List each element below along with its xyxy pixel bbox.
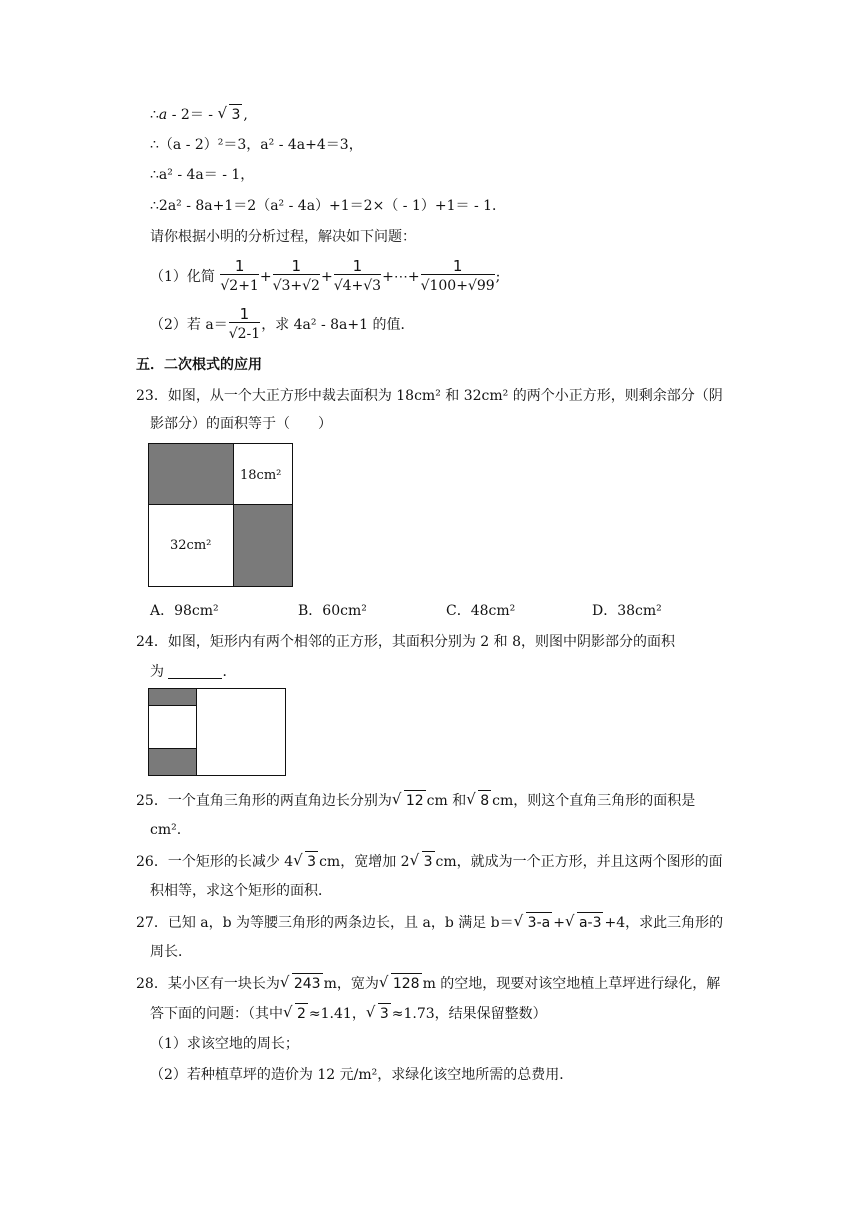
q28-sub-1: （1）求该空地的周长； (150, 1036, 299, 1052)
q24-wei: 为 (150, 664, 164, 680)
q27-line-1 (136, 912, 723, 933)
q26-text-b: cm，宽增加 2 (319, 854, 410, 870)
q23-option-b: B．60cm² (298, 603, 367, 619)
q26-line-1 (136, 851, 723, 872)
q28-line-2 (150, 1003, 547, 1024)
instruction-line: 请你根据小明的分析过程，解决如下问题： (150, 229, 416, 245)
q28-sub-2: （2）若种植草坪的造价为 12 元/m²，求绿化该空地所需的总费用． (150, 1067, 574, 1083)
q1-label: （1）化简 (150, 269, 215, 285)
squares-diagram (148, 443, 294, 589)
answer-blank (168, 664, 222, 679)
q24-figure (148, 688, 288, 778)
q26-line-2: 积相等，求这个矩形的面积． (150, 883, 332, 899)
fraction-term-3: $\frac{1}{√4+√3}$ (333, 257, 382, 294)
fraction-term-last: $\frac{1}{√100+√99}$ (420, 257, 495, 294)
q23-option-d: D．38cm² (592, 603, 662, 619)
q24-period: ． (222, 664, 237, 680)
q26-text-c: cm，就成为一个正方形，并且这两个图形的面 (435, 854, 723, 870)
therefore-symbol: ∴ (150, 107, 159, 123)
sqrt-3: √ 3 (217, 104, 242, 125)
q27-text-b: +4，求此三角形的 (604, 915, 724, 931)
variable-a: a (158, 107, 168, 123)
ellipsis: +⋯+ (382, 269, 420, 285)
sqrt-3-minus-a: √ 3-a (514, 912, 553, 933)
q25-unit: cm 和 (426, 793, 467, 809)
q23-line-2: 影部分）的面积等于（ ） (150, 416, 332, 432)
sqrt-2: √ 2 (283, 1003, 308, 1024)
q24-line-2 (150, 662, 236, 682)
q26-text-a: 26．一个矩形的长减少 4 (136, 854, 294, 870)
derivation-line-4: ∴2a² - 8a+1＝2（a² - 4a）+1＝2×（ - 1）+1＝ - 1． (150, 198, 507, 214)
shaded-bottom (149, 749, 197, 776)
q28-text-a: 28．某小区有一块长为 (136, 976, 280, 992)
question-1-simplify: （1）化简 $\frac{1}{√2+1}$ + $\frac{1}{√3+√2}$ + $\frac{1}{√4+√3}$ +⋯+ $\frac{1}{√100+√99}$ ; (150, 257, 501, 294)
label-18cm2: 18cm² (240, 468, 282, 483)
q23-option-a: A．98cm² (150, 603, 219, 619)
derivation-line-3: ∴a² - 4a＝ - 1， (150, 167, 255, 183)
sqrt-3: √ 3 (410, 851, 435, 872)
sqrt-3: √ 3 (293, 851, 318, 872)
sqrt-3: √ 3 (366, 1003, 391, 1024)
question-2 (150, 303, 414, 347)
q28-mid: m，宽为 (323, 976, 379, 992)
q23-option-c: C．48cm² (446, 603, 516, 619)
q27-text-a: 27．已知 a，b 为等腰三角形的两条边长，且 a，b 满足 b＝ (136, 915, 514, 931)
section-heading: 五．二次根式的应用 (136, 357, 262, 373)
q2-label: （2）若 a＝ (150, 317, 228, 333)
rectangle-diagram (148, 688, 288, 778)
shaded-region-bottom-right (234, 505, 293, 587)
derivation-line-1 (150, 104, 248, 125)
sqrt-128: √ 128 (379, 973, 422, 994)
derivation-line-2: ∴（a - 2）²＝3，a² - 4a+4＝3， (150, 137, 363, 153)
q27-line-2: 周长． (150, 944, 192, 960)
q25-text-a: 25．一个直角三角形的两直角边长分别为 (136, 793, 392, 809)
q28-text-b: m 的空地，现要对该空地植上草坪进行绿化，解 (422, 976, 721, 992)
approx-sqrt2: ≈1.41， (308, 1006, 366, 1022)
q28-line-1 (136, 973, 720, 994)
q25-line-1 (136, 790, 695, 811)
q25-line-2: cm². (150, 822, 182, 838)
shaded-region-top-left (149, 444, 234, 505)
sqrt-12: √ 12 (392, 790, 426, 811)
label-32cm2: 32cm² (170, 538, 212, 553)
approx-sqrt3: ≈1.73，结果保留整数） (391, 1006, 547, 1022)
q23-figure (148, 443, 293, 587)
q24-line-1: 24．如图，矩形内有两个相邻的正方形，其面积分别为 2 和 8，则图中阴影部分的面积 (136, 634, 675, 650)
sqrt-243: √ 243 (280, 973, 323, 994)
q28-text-c: 答下面的问题：（其中 (150, 1006, 283, 1022)
q25-text-b: cm，则这个直角三角形的面积是 (492, 793, 696, 809)
shaded-top (149, 689, 197, 706)
plus-sign: + (553, 915, 565, 931)
q2-rest: ，求 4a² - 8a+1 的值． (261, 317, 415, 333)
sqrt-a-minus-3: √ a-3 (565, 912, 604, 933)
fraction-term-1: $\frac{1}{√2+1}$ (220, 257, 259, 294)
equation-text: - 2＝ - (167, 107, 218, 123)
q23-line-1: 23．如图，从一个大正方形中裁去面积为 18cm² 和 32cm² 的两个小正方形，则剩余部分（阴 (136, 388, 723, 404)
fraction-a: $\frac{1}{√2-1}$ (228, 305, 261, 342)
sqrt-8: √ 8 (466, 790, 491, 811)
fraction-term-2: $\frac{1}{√3+√2}$ (272, 257, 320, 294)
small-square (149, 706, 197, 749)
punctuation: , (243, 107, 248, 123)
